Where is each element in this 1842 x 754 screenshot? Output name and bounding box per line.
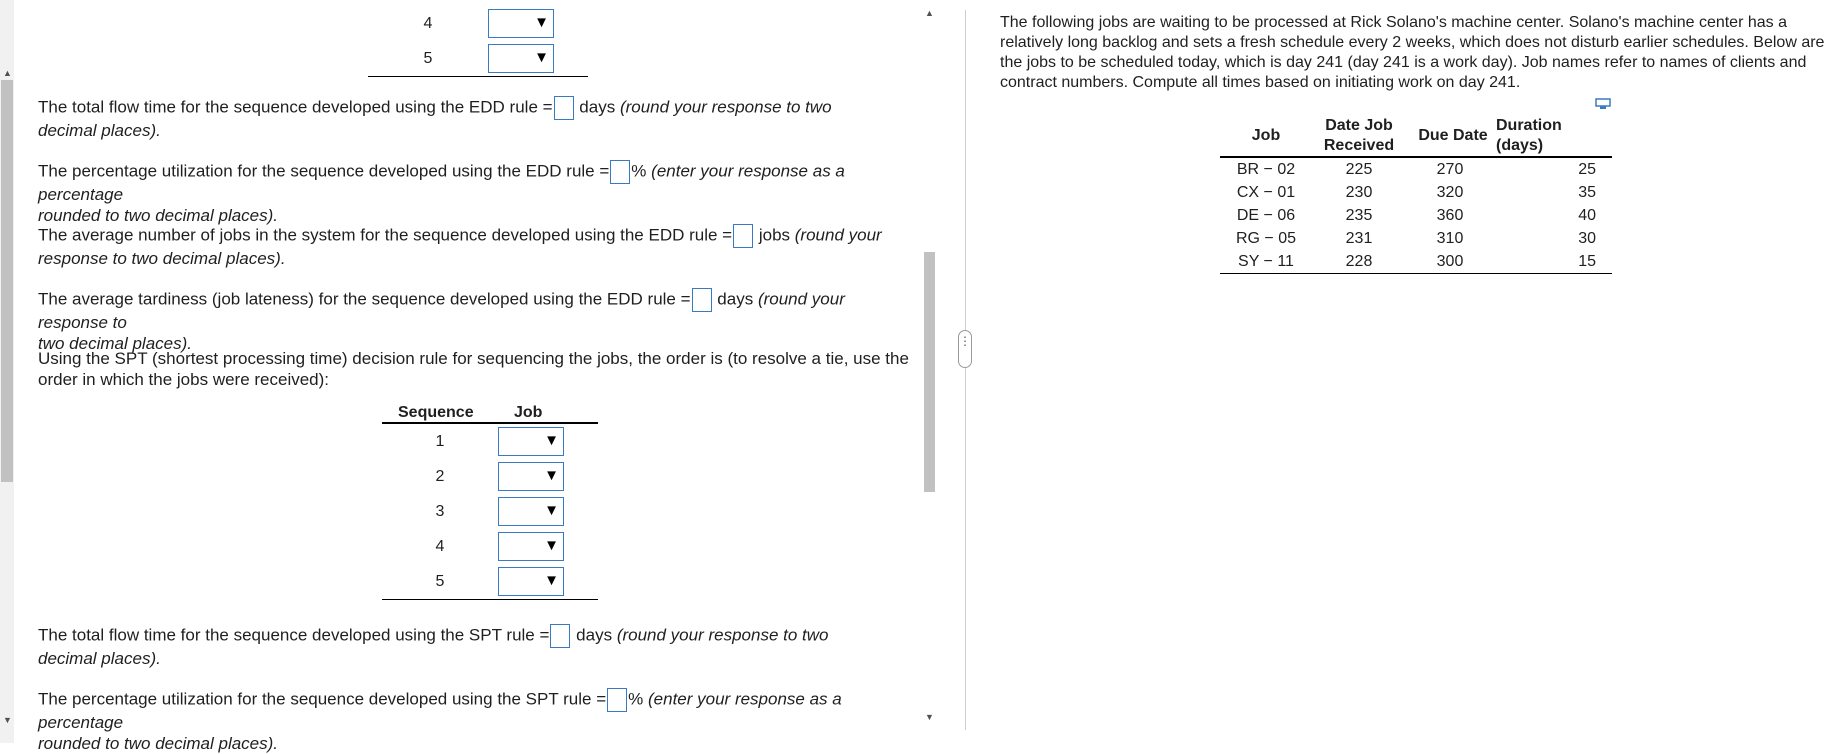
table-cell: SY − 11 — [1220, 250, 1312, 274]
spt-job-dropdown-4[interactable] — [498, 532, 564, 561]
sequence-number: 4 — [423, 14, 433, 32]
edd-sequence-table — [368, 6, 598, 77]
table-cell: 40 — [1578, 206, 1596, 224]
outer-scrollbar[interactable] — [0, 0, 14, 743]
caret-down-icon: ▼ — [534, 49, 549, 66]
spt-sequence-table — [382, 404, 612, 600]
caret-down-icon: ▼ — [544, 432, 559, 449]
table-cell: 310 — [1436, 229, 1464, 247]
scroll-down-arrow-icon[interactable]: ▼ — [925, 712, 934, 722]
column-header-job: Job — [1220, 116, 1312, 157]
table-cell: 235 — [1345, 206, 1373, 224]
table-row — [382, 494, 612, 529]
question-pane — [14, 0, 924, 753]
edd-job-dropdown-5[interactable] — [488, 44, 554, 73]
table-cell: 15 — [1494, 250, 1612, 274]
edd-utilization-question: The percentage utilization for the sequence developed using the EDD rule = % (enter your response as a percentage rounded to two decimal places). — [38, 161, 845, 225]
column-header-date-received: Date Job Received — [1312, 116, 1406, 157]
table-cell: 360 — [1436, 206, 1464, 224]
table-row — [382, 529, 612, 564]
spt-table-header — [382, 404, 598, 424]
edd-tardiness-question: The average tardiness (job lateness) for the sequence developed using the EDD rule = days (round your response to two decimal places). — [38, 289, 845, 353]
column-header-due-date: Due Date — [1406, 116, 1494, 157]
spt-job-dropdown-5[interactable] — [498, 567, 564, 596]
table-row — [368, 6, 598, 41]
drag-handle-icon[interactable]: ⋮ — [958, 330, 972, 368]
scroll-down-arrow-icon[interactable]: ▼ — [3, 715, 12, 725]
table-row — [382, 564, 612, 599]
edd-job-dropdown-4[interactable] — [488, 9, 554, 38]
table-cell: 228 — [1312, 250, 1406, 274]
sequence-number: 1 — [435, 432, 445, 450]
caret-down-icon: ▼ — [534, 14, 549, 31]
scroll-up-arrow-icon[interactable]: ▲ — [925, 8, 934, 18]
table-cell: 270 — [1436, 160, 1464, 178]
table-row — [1220, 181, 1612, 204]
table-row — [382, 459, 612, 494]
edd-tardiness-input[interactable] — [692, 288, 712, 312]
table-bottom-rule — [382, 599, 598, 600]
spt-job-dropdown-1[interactable] — [498, 427, 564, 456]
spt-job-dropdown-3[interactable] — [498, 497, 564, 526]
table-cell: 35 — [1578, 183, 1596, 201]
problem-statement: The following jobs are waiting to be processed at Rick Solano's machine center. Solano's machine center has a relatively long backlog and sets a fresh schedule every 2 weeks, which does not disturb earlier schedules. Below are the jobs to be scheduled today, which is day 241 (day 241 is a work day). Job names refer to names of clients and contract numbers. Compute all times based on initiating work on day 241. — [1000, 14, 1825, 91]
table-row — [1220, 157, 1612, 181]
sequence-number: 2 — [435, 467, 445, 485]
table-cell: 230 — [1345, 183, 1373, 201]
edd-avg-jobs-question: The average number of jobs in the system for the sequence developed using the EDD rule = jobs (round your response to two decimal places). — [38, 225, 882, 268]
spt-job-dropdown-2[interactable] — [498, 462, 564, 491]
table-row — [1220, 204, 1612, 227]
caret-down-icon: ▼ — [544, 572, 559, 589]
column-header-duration: Duration (days) — [1494, 116, 1612, 157]
table-row — [382, 424, 612, 459]
caret-down-icon: ▼ — [544, 467, 559, 484]
table-row — [1220, 227, 1612, 250]
question-pane-scrollbar-thumb[interactable] — [924, 252, 935, 492]
spt-flow-time-input[interactable] — [550, 624, 570, 648]
table-cell: 320 — [1436, 183, 1464, 201]
jobs-data-table — [1220, 116, 1612, 274]
spt-utilization-input[interactable] — [607, 688, 627, 712]
table-row — [368, 41, 598, 76]
table-cell: 25 — [1578, 160, 1596, 178]
table-row — [1220, 250, 1612, 274]
sequence-number: 5 — [423, 49, 433, 67]
scroll-up-arrow-icon[interactable]: ▲ — [3, 68, 12, 78]
table-cell: 225 — [1345, 160, 1373, 178]
column-header-sequence: Sequence — [398, 404, 474, 421]
edd-flow-time-question: The total flow time for the sequence developed using the EDD rule = days (round your response to two decimal places). — [38, 97, 832, 140]
sequence-number: 5 — [435, 572, 445, 590]
table-cell: BR − 02 — [1236, 160, 1296, 178]
table-cell: 300 — [1406, 250, 1494, 274]
table-cell: DE − 06 — [1236, 206, 1296, 224]
column-header-job: Job — [514, 404, 543, 421]
edd-utilization-input[interactable] — [610, 160, 630, 184]
spt-utilization-question: The percentage utilization for the sequence developed using the SPT rule = % (enter your response as a percentage rounded to two decimal places). — [38, 689, 842, 753]
edd-flow-time-input[interactable] — [554, 96, 574, 120]
caret-down-icon: ▼ — [544, 537, 559, 554]
table-cell: 231 — [1345, 229, 1373, 247]
caret-down-icon: ▼ — [544, 502, 559, 519]
table-header-row — [1220, 116, 1612, 157]
table-bottom-rule — [368, 76, 588, 77]
question-pane-scrollbar[interactable] — [922, 0, 936, 730]
copy-table-icon[interactable] — [1595, 98, 1611, 110]
pane-divider — [965, 10, 966, 730]
sequence-number: 4 — [435, 537, 445, 555]
outer-scrollbar-thumb[interactable] — [1, 80, 13, 482]
table-cell: CX − 01 — [1236, 183, 1296, 201]
table-cell: RG − 05 — [1235, 229, 1297, 247]
table-cell: 30 — [1578, 229, 1596, 247]
spt-intro: Using the SPT (shortest processing time) decision rule for sequencing the jobs, the order is (to resolve a tie, use the order in which the jobs were received): — [38, 349, 909, 389]
spt-flow-time-question: The total flow time for the sequence developed using the SPT rule = days (round your response to two decimal places). — [38, 625, 829, 668]
sequence-number: 3 — [435, 502, 445, 520]
edd-avg-jobs-input[interactable] — [733, 224, 753, 248]
